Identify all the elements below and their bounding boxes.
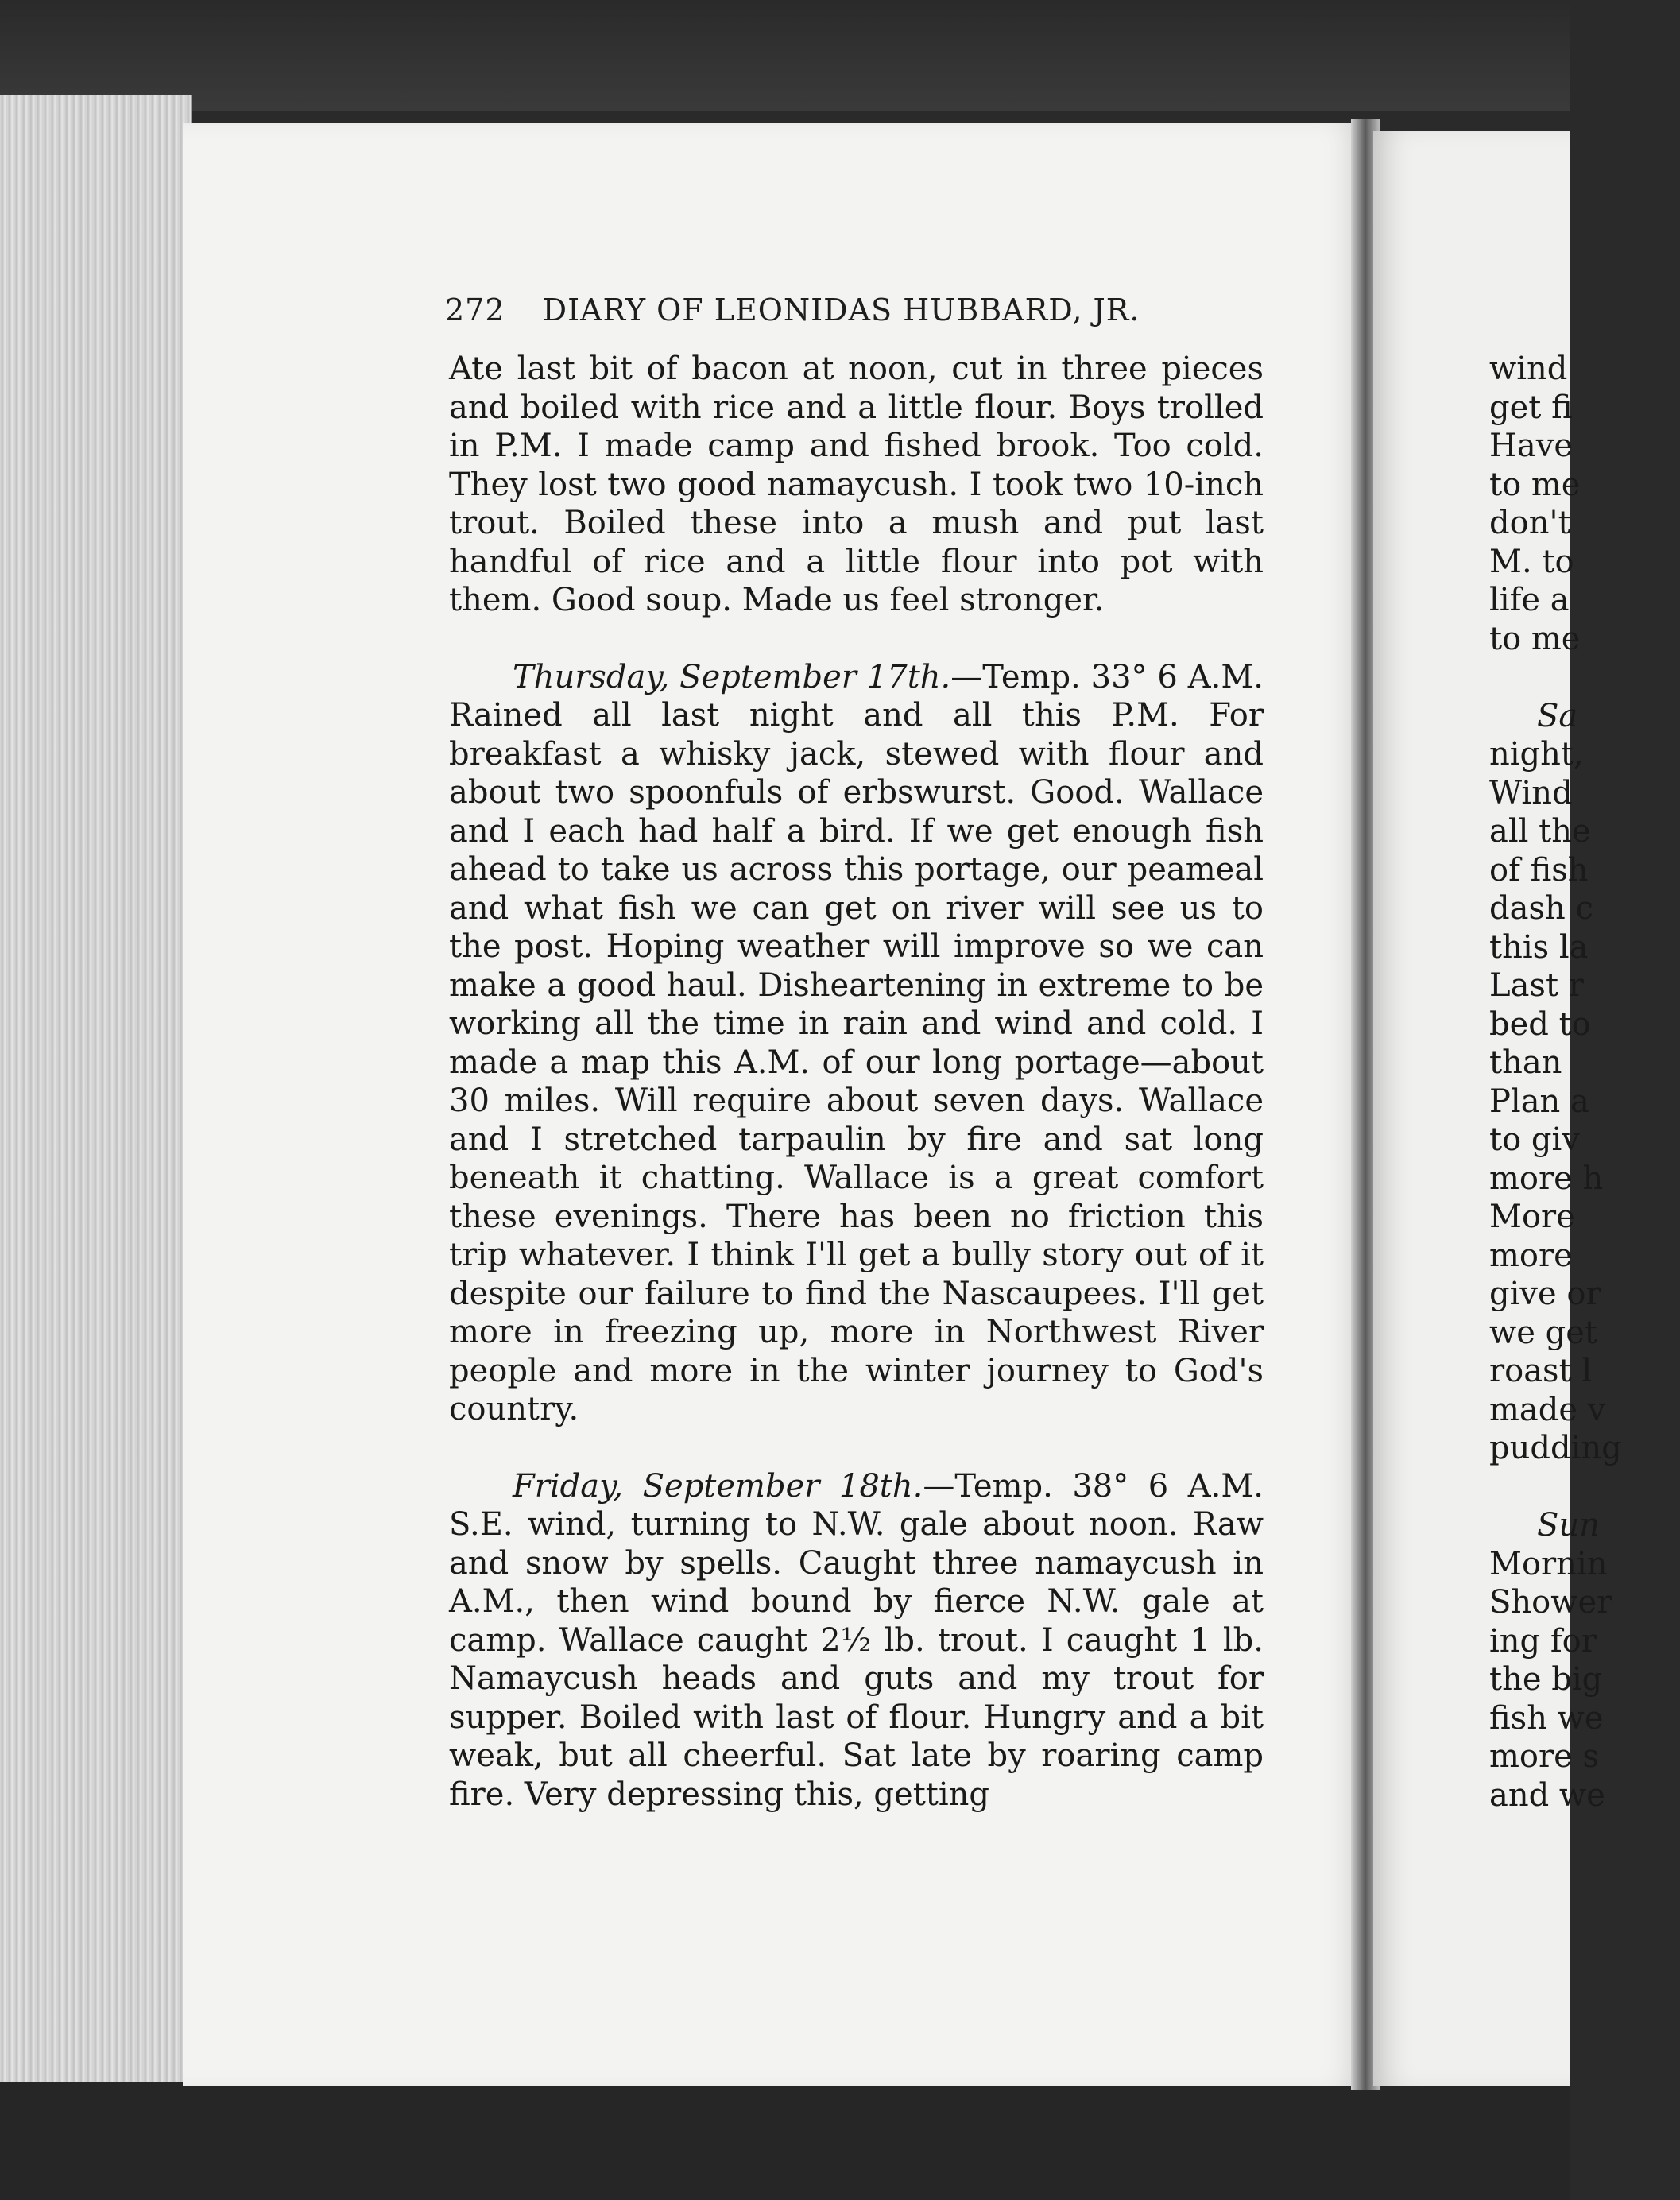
right-line: Wind	[1489, 774, 1573, 811]
right-line: more s	[1489, 1738, 1600, 1775]
right-line: don't	[1489, 505, 1571, 541]
right-entry-date: Sun	[1537, 1507, 1600, 1543]
entry-date-1: Thursday, September 17th.	[513, 658, 951, 695]
main-text-column	[449, 350, 1264, 1814]
right-line: roast l	[1489, 1353, 1593, 1389]
right-block-2	[1489, 697, 1680, 1468]
backdrop-bottom	[0, 2066, 1570, 2200]
right-line: life a	[1489, 582, 1570, 618]
paragraph-3	[449, 1467, 1264, 1815]
running-head	[445, 292, 1240, 327]
right-line: Plan a	[1489, 1083, 1589, 1120]
right-line: ing for	[1489, 1622, 1597, 1660]
right-block-3	[1489, 1506, 1680, 1815]
right-line: of fish	[1489, 851, 1589, 889]
right-line: give or	[1489, 1276, 1601, 1312]
right-line: Have	[1489, 428, 1573, 464]
right-line: get fi	[1489, 389, 1573, 426]
right-line: to me	[1489, 620, 1581, 657]
right-line: fish we	[1489, 1699, 1604, 1737]
page-title: DIARY OF LEONIDAS HUBBARD, JR.	[542, 292, 1140, 327]
right-line: More	[1489, 1199, 1575, 1235]
page-number: 272	[445, 292, 505, 327]
entry-body-1: —Temp. 33° 6 A.M. Rained all last night and all this P.M. For breakfast a whisky jack, stewed with flour and about two spoonfuls of erbswurst. Good. Wallace and I each had half a bird. If we get enough fish ahead to take us across this portage, our peameal and what fish we can get on river will see us to the post. Hoping weather will improve so we can make a good haul. Disheartening in extreme to be working all the time in rain and wind and cold. I made a map this A.M. of our long portage—about 30 miles. Will require about seven days. Wallace and I stretched tarpaulin by fire and sat long beneath it chatting. Wallace is a great comfort these evenings. There has been no friction this trip whatever. I think I'll get a bully story out of it despite our failure to find the Nascaupees. I'll get more in freezing up, more in Northwest River people and more in the winter journey to God's country.	[449, 658, 1264, 1427]
right-line: more h	[1489, 1160, 1604, 1197]
right-line: than	[1489, 1044, 1562, 1081]
paragraph-1: Ate last bit of bacon at noon, cut in three pieces and boiled with rice and a little flour. Boys trolled in P.M. I made camp and fished brook. Too cold. They lost two good namaycush. I took two 10-inch trout. Boiled these into a mush and put last handful of rice and a little flour into pot with them. Good soup. Made us feel stronger.	[449, 351, 1264, 618]
right-line: we get	[1489, 1314, 1597, 1351]
right-line: made v	[1489, 1391, 1606, 1428]
right-entry-date: Sa	[1537, 697, 1578, 734]
right-line: Last r	[1489, 967, 1584, 1004]
right-page-text	[1489, 350, 1680, 1815]
right-line: more	[1489, 1237, 1573, 1274]
right-line: M. to	[1489, 543, 1574, 580]
entry-body-2: —Temp. 38° 6 A.M. S.E. wind, turning to N.W. gale about noon. Raw and snow by spells. Caught three namaycush in A.M., then wind bound by fierce N.W. gale at camp. Wallace caught 2½ lb. trout. I caught 1 lb. Namaycush heads and guts and my trout for supper. Boiled with last of flour. Hungry and a bit weak, but all cheerful. Sat late by roaring camp fire. Very depressing this, getting	[449, 1467, 1264, 1813]
entry-date-2: Friday, September 18th.	[513, 1467, 923, 1505]
right-line: Mornin	[1489, 1545, 1608, 1582]
backdrop	[0, 0, 1570, 111]
right-line: Shower	[1489, 1584, 1612, 1621]
right-line: wind	[1489, 351, 1568, 387]
right-line: and we	[1489, 1776, 1605, 1814]
right-line: to giv	[1489, 1121, 1580, 1158]
right-line: bed to	[1489, 1005, 1591, 1043]
right-line: night,	[1489, 736, 1584, 773]
right-line: pudding	[1489, 1430, 1622, 1466]
right-line: this la	[1489, 928, 1589, 966]
right-line: dash c	[1489, 890, 1593, 927]
right-line: to me	[1489, 466, 1581, 503]
right-line: all the	[1489, 813, 1591, 850]
right-block-1	[1489, 350, 1680, 658]
paragraph-2	[449, 658, 1264, 1429]
page-edges	[0, 95, 192, 2082]
right-line: the big	[1489, 1661, 1603, 1698]
